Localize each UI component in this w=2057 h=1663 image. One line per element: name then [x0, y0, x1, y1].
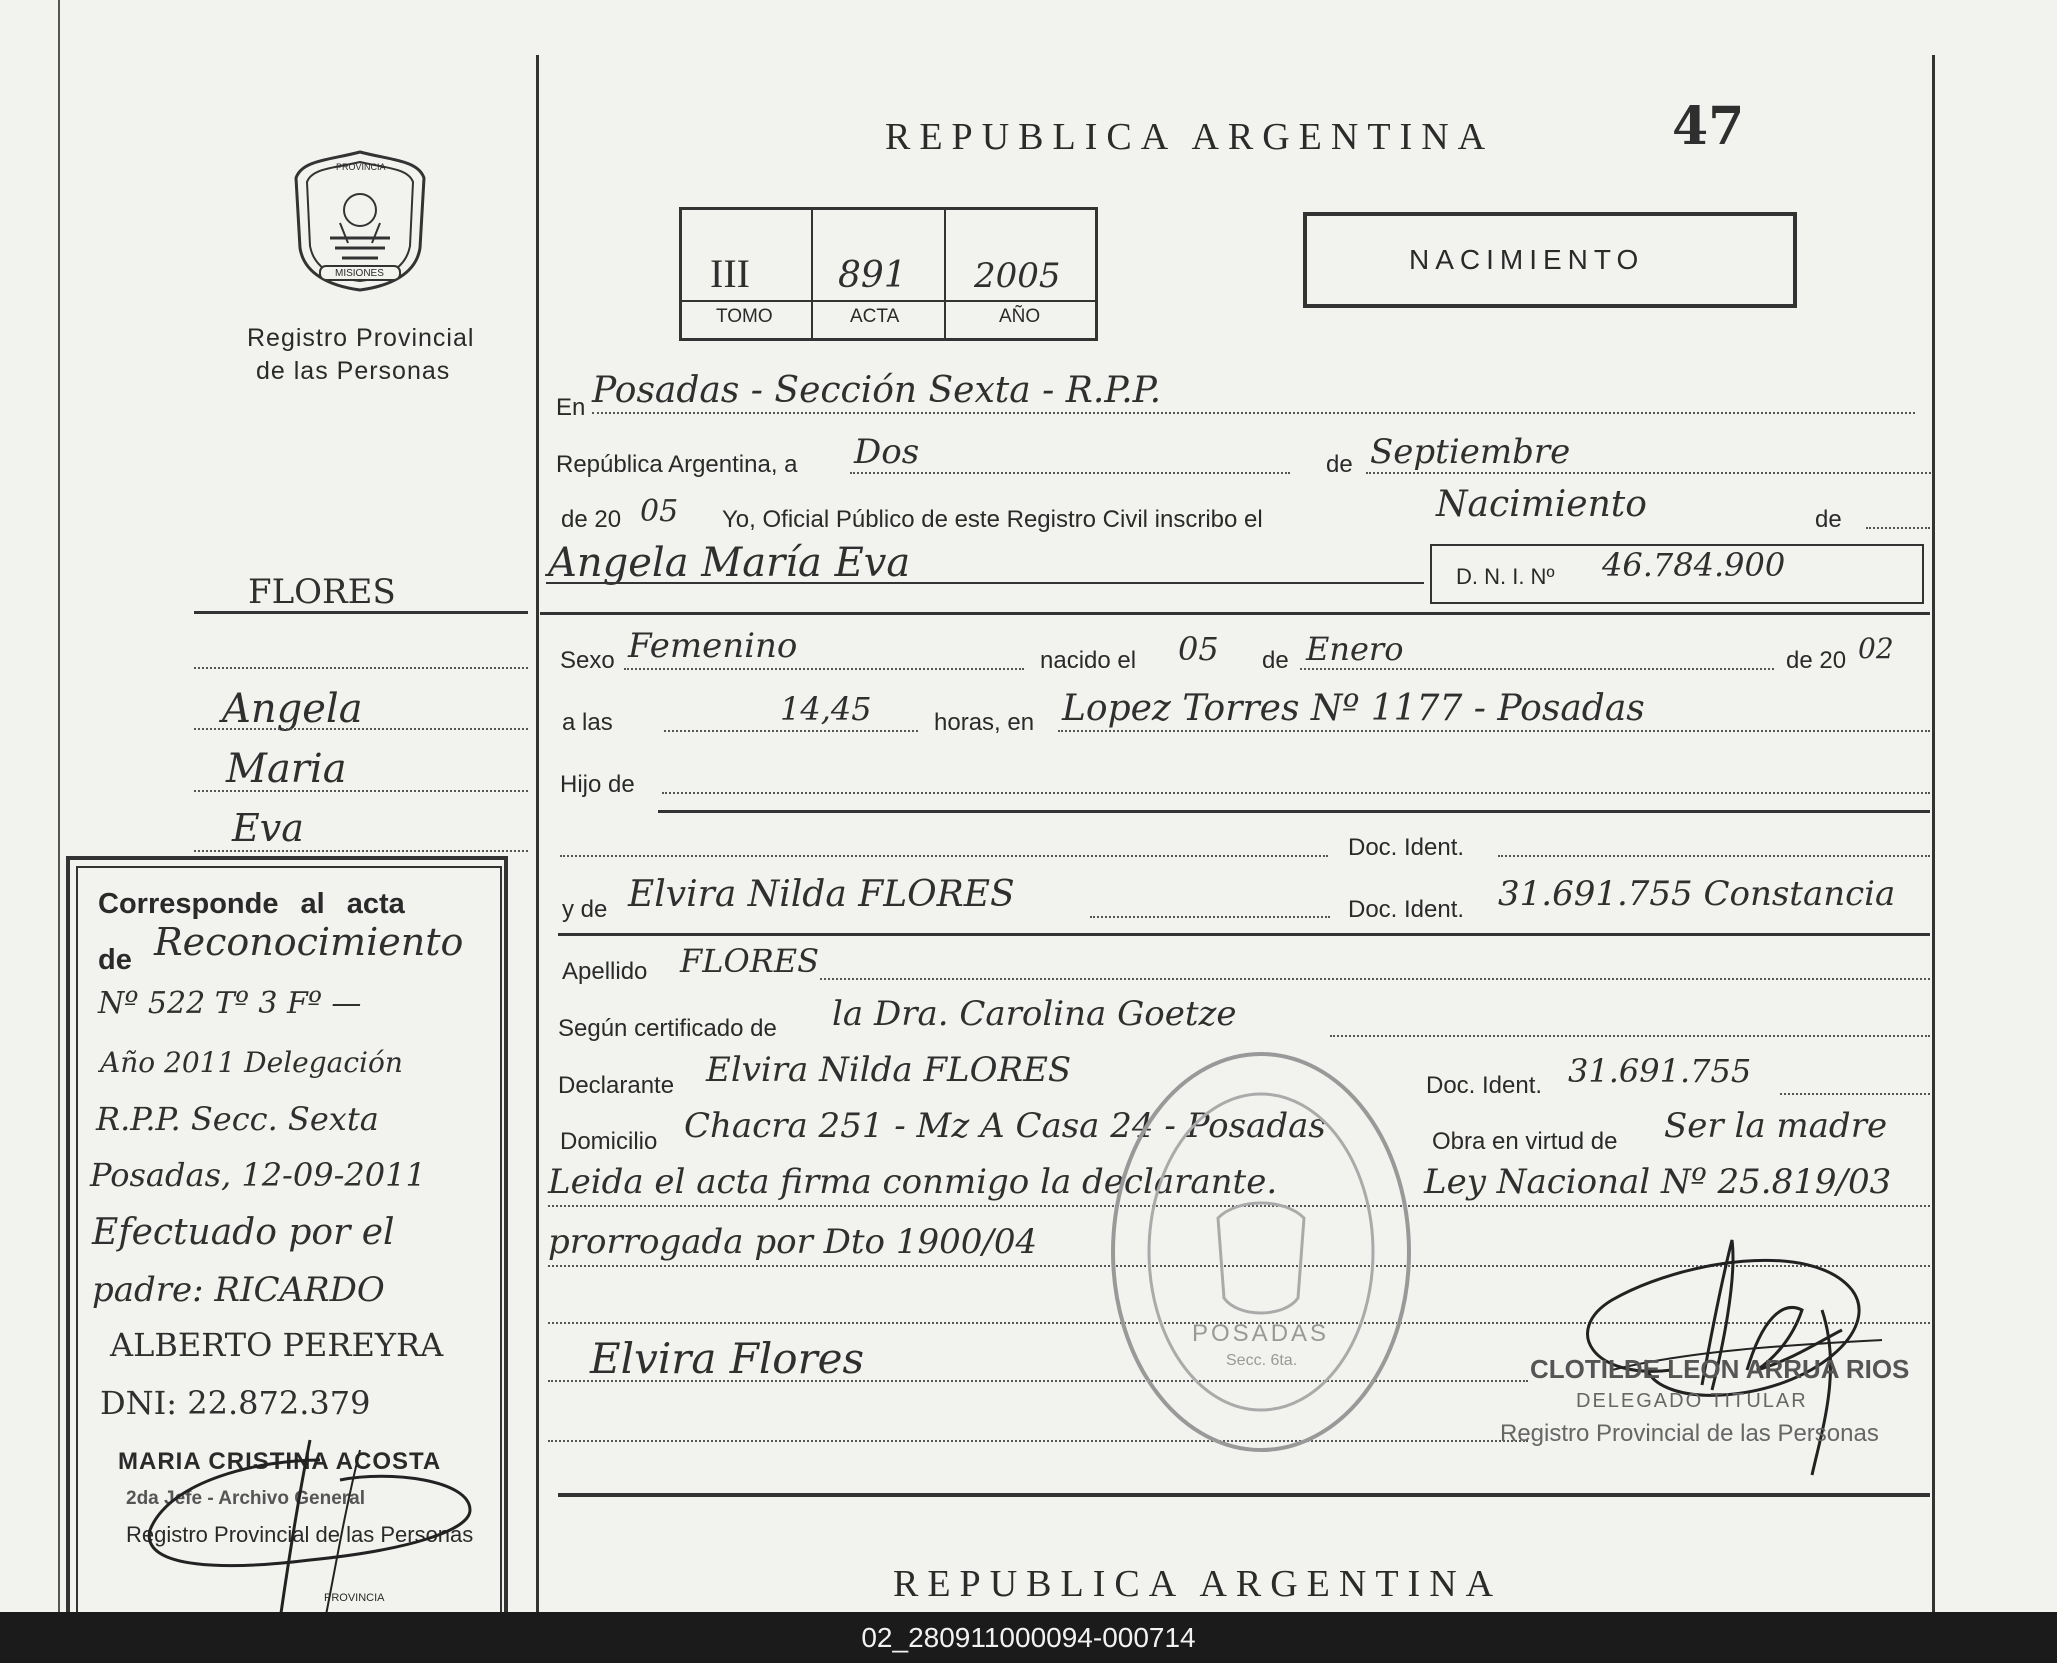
acta-value: 891	[838, 255, 907, 296]
apellido-value: FLORES	[680, 942, 820, 980]
note-stamp-role: 2da Jefe - Archivo General	[126, 1488, 366, 1509]
line3-dots	[1866, 527, 1930, 529]
official-name: CLOTILDE LEON ARRUA RIOS	[1530, 1354, 1910, 1384]
de-label-nacido: de	[1262, 647, 1289, 674]
birth-place-value: Lopez Torres Nº 1177 - Posadas	[1062, 688, 1645, 729]
mother-doc-label: Doc. Ident.	[1348, 896, 1465, 923]
note-nombre: ALBERTO PEREYRA	[110, 1326, 444, 1364]
note-seal-text: PROVINCIA	[324, 1592, 385, 1604]
father-doc-label: Doc. Ident.	[1348, 834, 1465, 861]
horas-en-label: horas, en	[934, 709, 1035, 736]
father-rule	[658, 810, 1930, 813]
de-label-child: de	[1815, 506, 1842, 533]
y-de-label: y de	[562, 896, 608, 923]
dni-value: 46.784.900	[1602, 546, 1786, 584]
sexo-dots	[624, 668, 1024, 670]
tomo-label: TOMO	[716, 306, 773, 327]
dni-box	[1430, 544, 1924, 604]
prorrogada-text: prorrogada por Dto 1900/04	[548, 1222, 1038, 1262]
apellido-dots	[820, 978, 1930, 980]
misiones-seal	[290, 148, 430, 294]
nacido-day: 05	[1178, 630, 1219, 668]
note-fecha: Posadas, 12-09-2011	[90, 1156, 426, 1194]
hijo-dots	[662, 792, 1930, 794]
segun-dots	[1330, 1035, 1930, 1037]
hora-dots	[664, 730, 918, 732]
declarante-doc-value: 31.691.755	[1568, 1052, 1752, 1090]
margin-dots-4	[194, 850, 528, 852]
apellido-label: Apellido	[562, 958, 648, 985]
lugar-dots	[1058, 730, 1930, 732]
note-numero: Nº 522 Tº 3 Fº —	[98, 986, 362, 1021]
nacido-month: Enero	[1306, 630, 1404, 668]
margin-name-3: Eva	[232, 806, 304, 850]
child-name-rule	[546, 582, 1424, 584]
left-frame-line	[58, 0, 60, 1612]
round-stamp-icon	[1108, 1048, 1414, 1456]
declarant-signature: Elvira Flores	[590, 1334, 865, 1383]
note-efectuado: Efectuado por el	[92, 1212, 395, 1253]
year-prefix: de 20	[561, 506, 622, 533]
nacido-year-prefix: de 20	[1786, 647, 1847, 674]
declarante-value: Elvira Nilda FLORES	[706, 1050, 1072, 1090]
declarante-dots	[1780, 1093, 1930, 1095]
country-title: REPUBLICA ARGENTINA	[885, 116, 1495, 158]
bottom-section-rule	[558, 1493, 1930, 1497]
tomo-value: III	[710, 251, 750, 296]
line1-dots	[592, 412, 1915, 414]
note-dni: DNI: 22.872.379	[100, 1384, 371, 1422]
margin-surname-rule	[194, 611, 528, 614]
acta-label: ACTA	[850, 306, 900, 327]
month-dots	[1366, 472, 1931, 474]
note-stamp-org: Registro Provincial de las Personas	[126, 1522, 474, 1547]
note-rpp: R.P.P. Secc. Sexta	[96, 1100, 379, 1138]
segun-label: Según certificado de	[558, 1015, 777, 1042]
round-registry-stamp	[1108, 1048, 1414, 1456]
domicilio-value: Chacra 251 - Mz A Casa 24 - Posadas	[684, 1106, 1326, 1146]
day-dots	[850, 472, 1290, 474]
margin-dots-3	[194, 790, 528, 792]
obra-value: Ser la madre	[1664, 1106, 1888, 1146]
leida-text: Leida el acta firma conmigo la declarante.	[548, 1162, 1278, 1202]
margin-surname: FLORES	[248, 572, 396, 612]
document-type-box	[1303, 212, 1797, 308]
place-value: Posadas - Sección Sexta - R.P.P.	[592, 370, 1162, 411]
en-label: En	[556, 394, 586, 421]
right-frame-line	[1932, 55, 1935, 1612]
margin-dots-1	[194, 667, 528, 669]
nacido-year: 02	[1858, 632, 1894, 665]
sexo-label: Sexo	[560, 647, 615, 674]
republica-label: República Argentina, a	[556, 451, 798, 478]
ley-text: Ley Nacional Nº 25.819/03	[1424, 1162, 1892, 1202]
alas-label: a las	[562, 709, 613, 736]
inscribo-value: Nacimiento	[1436, 484, 1647, 525]
de-label-month: de	[1326, 451, 1353, 478]
registry-name-line2: de las Personas	[256, 357, 451, 385]
margin-dots-2	[194, 728, 528, 730]
note-padre: padre: RICARDO	[92, 1270, 385, 1310]
section-rule-1	[540, 612, 1930, 615]
seal-top-text: PROVINCIA	[336, 162, 386, 172]
note-de-value: Reconocimiento	[154, 920, 464, 964]
acta-reference-box	[679, 207, 1098, 341]
margin-name-1: Angela	[222, 686, 363, 732]
official-role: DELEGADO TITULAR	[1576, 1390, 1808, 1412]
section-rule-2	[558, 933, 1930, 936]
note-corresponde: Corresponde al acta	[98, 888, 405, 920]
oficial-text: Yo, Oficial Público de este Registro Civil inscribo el	[722, 506, 1263, 533]
sexo-value: Femenino	[628, 626, 798, 666]
registry-name-line1: Registro Provincial	[247, 324, 475, 352]
center-divider-line	[536, 55, 539, 1612]
month-value: Septiembre	[1370, 432, 1571, 472]
day-value: Dos	[854, 432, 920, 472]
father-doc-value-dots	[1498, 855, 1930, 857]
note-signature	[110, 1420, 510, 1612]
country-title-bottom: REPUBLICA ARGENTINA	[893, 1563, 1503, 1605]
official-org: Registro Provincial de las Personas	[1500, 1420, 1879, 1447]
nacido-dots	[1300, 668, 1774, 670]
hijo-label: Hijo de	[560, 771, 635, 798]
declarante-label: Declarante	[558, 1072, 675, 1099]
seal-bottom-text: MISIONES	[335, 268, 384, 279]
domicilio-label: Domicilio	[560, 1128, 658, 1155]
ano-label: AÑO	[999, 306, 1041, 327]
father-doc-dots	[560, 855, 1328, 857]
mother-name-value: Elvira Nilda FLORES	[628, 874, 1015, 915]
segun-value: la Dra. Carolina Goetze	[832, 994, 1237, 1034]
nacido-label: nacido el	[1040, 647, 1137, 674]
mother-doc-value: 31.691.755 Constancia	[1498, 874, 1896, 914]
document-type-label: NACIMIENTO	[1409, 244, 1645, 275]
page-number: 47	[1672, 96, 1745, 157]
stamp-city: POSADAS	[1192, 1320, 1330, 1347]
mother-dots	[1090, 916, 1330, 918]
hora-value: 14,45	[780, 690, 872, 728]
dni-label: D. N. I. Nº	[1456, 564, 1555, 589]
ano-value: 2005	[974, 256, 1061, 296]
obra-label: Obra en virtud de	[1432, 1128, 1618, 1155]
note-stamp-name: MARIA CRISTINA ACOSTA	[118, 1448, 442, 1475]
margin-name-2: Maria	[226, 746, 347, 792]
note-de-label: de	[98, 944, 132, 976]
child-full-name: Angela María Eva	[548, 540, 911, 586]
year-value: 05	[640, 494, 679, 529]
stamp-sub: Secc. 6ta.	[1226, 1352, 1298, 1369]
reconocimiento-note-box	[66, 856, 508, 1612]
note-signature-icon	[110, 1420, 510, 1612]
file-id-footer: 02_280911000094-000714	[0, 1612, 2057, 1663]
declarante-doc-label: Doc. Ident.	[1426, 1072, 1543, 1099]
note-ano: Año 2011 Delegación	[100, 1046, 403, 1079]
